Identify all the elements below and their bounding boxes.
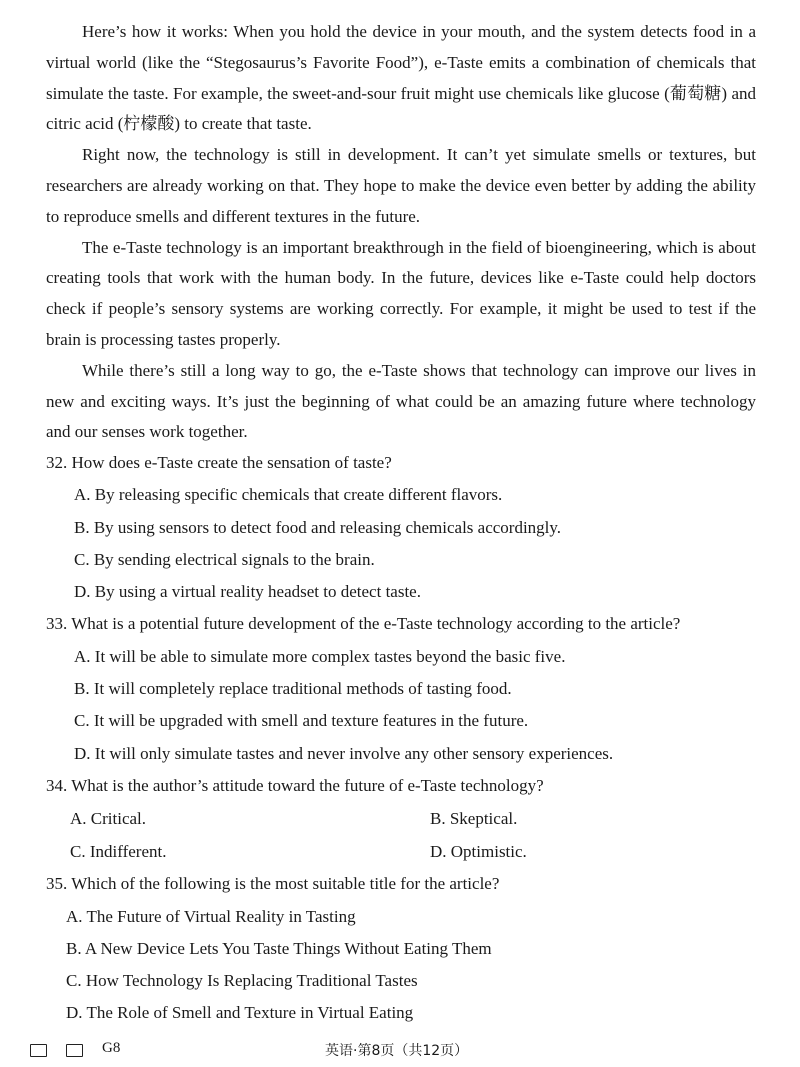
option: C. How Technology Is Replacing Traditional Tastes — [66, 971, 418, 991]
option: C. By sending electrical signals to the brain. — [74, 549, 375, 569]
paragraph: Right now, the technology is still in development. It can’t yet simulate smells or textures, but researchers are already working on that. They hope to make the device even better by adding the ability to reproduce smells and different textures in the future. — [46, 145, 756, 226]
option: B. It will completely replace traditional methods of tasting food. — [74, 679, 512, 699]
option: D. It will only simulate tastes and never involve any other sensory experiences. — [74, 743, 614, 763]
reading-passage — [46, 17, 756, 448]
option: B. By using sensors to detect food and releasing chemicals accordingly. — [74, 517, 562, 537]
question-35: 35. Which of the following is the most suitable title for the article? — [46, 874, 500, 894]
option: A. By releasing specific chemicals that create different flavors. — [74, 485, 503, 505]
paragraph: The e-Taste technology is an important breakthrough in the field of bioengineering, which is about creating tools that work with the human body. In the future, devices like e-Taste could help doctors check if people’s sensory systems are working correctly. For example, it might be used to test if the brain is processing tastes properly. — [46, 237, 756, 349]
option-grid — [70, 802, 766, 868]
checkbox-square-icon — [66, 1044, 83, 1057]
option: A. It will be able to simulate more complex tastes beyond the basic five. — [74, 646, 566, 666]
option: A. Critical. — [70, 809, 147, 829]
questions-section — [46, 447, 766, 1030]
option: C. Indifferent. — [70, 842, 167, 862]
question-34: 34. What is the author’s attitude toward the future of e-Taste technology? — [46, 775, 544, 795]
option: D. By using a virtual reality headset to detect taste. — [74, 582, 421, 602]
paragraph: Here’s how it works: When you hold the device in your mouth, and the system detects food in a virtual world (like the “Stegosaurus’s Favorite Food”), e-Taste emits a combination of chemicals that simulate the taste. For example, the sweet-and-sour fruit might use chemicals like glucose (葡萄糖) and citric acid (柠檬酸) to create that taste. — [46, 22, 756, 134]
checkbox-square-icon — [30, 1044, 47, 1057]
paper-code: G8 — [102, 1040, 121, 1056]
option: A. The Future of Virtual Reality in Tasting — [66, 906, 356, 926]
page-footer — [0, 1038, 800, 1062]
option: C. It will be upgraded with smell and texture features in the future. — [74, 711, 529, 731]
page-number: 英语·第8页（共12页） — [325, 1043, 469, 1059]
option: B. Skeptical. — [430, 809, 518, 829]
question-32: 32. How does e-Taste create the sensation of taste? — [46, 453, 392, 472]
question-33: 33. What is a potential future development of the e-Taste technology according to the article? — [46, 614, 681, 634]
option: D. The Role of Smell and Texture in Virtual Eating — [66, 1003, 414, 1023]
option: D. Optimistic. — [430, 842, 527, 862]
option: B. A New Device Lets You Taste Things Without Eating Them — [66, 938, 492, 958]
paragraph: While there’s still a long way to go, the e-Taste shows that technology can improve our lives in new and exciting ways. It’s just the beginning of what could be an amazing future where technology and our senses work together. — [46, 360, 756, 442]
